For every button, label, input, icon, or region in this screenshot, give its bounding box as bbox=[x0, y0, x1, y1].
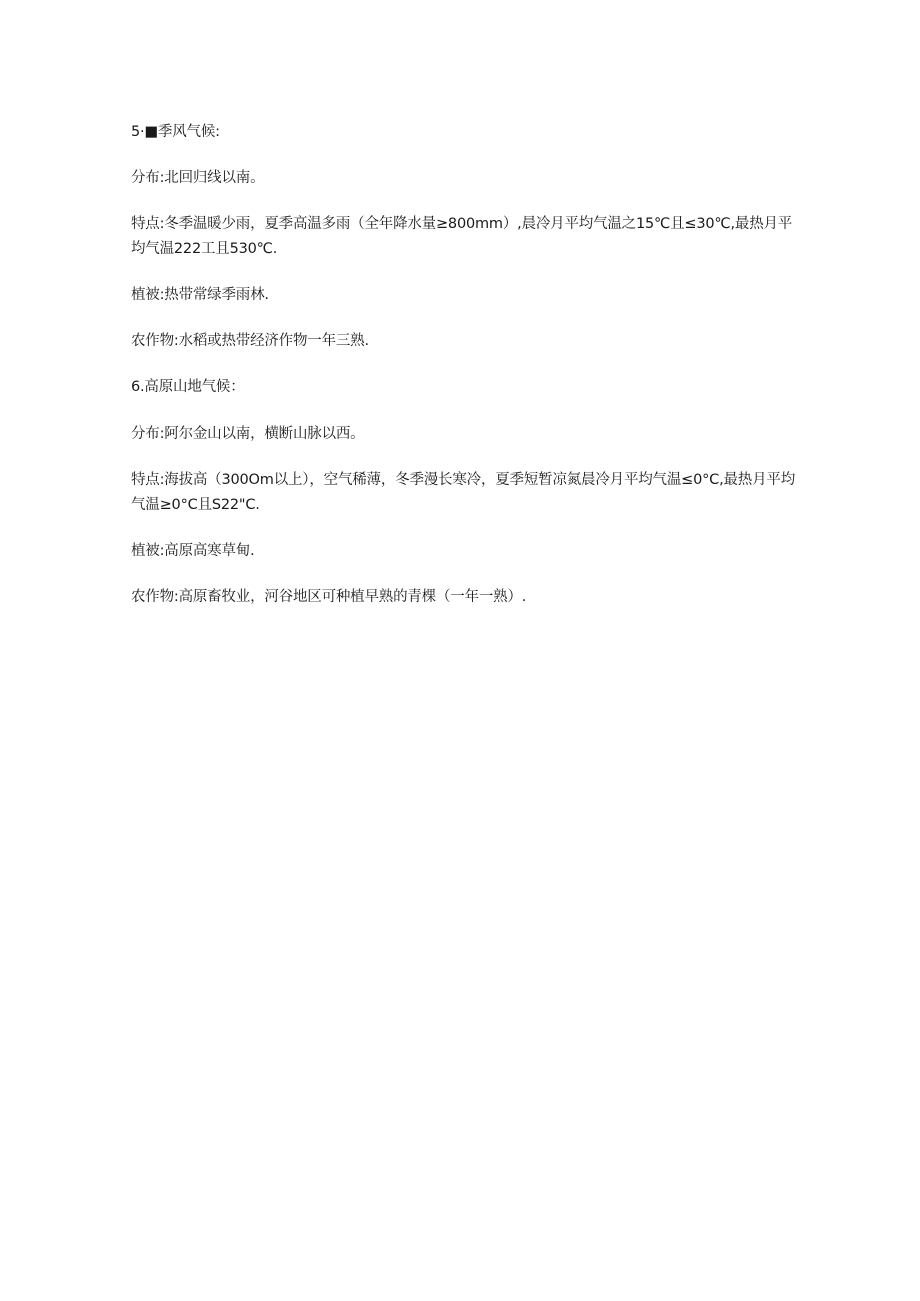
section5-features: 特点:冬季温暖少雨，夏季高温多雨（全年降水量≥800mm）,晨冷月平均气温之15℃且≤30℃,最热月平均气温222工且530℃. bbox=[131, 216, 793, 257]
section5-vegetation: 植被:热带常绿季雨林. bbox=[131, 287, 269, 303]
section6-distribution: 分布:阿尔金山以南，横断山脉以西。 bbox=[131, 426, 365, 442]
section5-heading: 5·■季风气候: bbox=[131, 124, 220, 140]
section5-crops: 农作物:水稻或热带经济作物一年三熟. bbox=[131, 333, 369, 349]
section6-vegetation: 植被:高原高寒草甸. bbox=[131, 543, 255, 559]
document-body bbox=[131, 120, 796, 610]
section5-distribution: 分布:北回归线以南。 bbox=[131, 170, 265, 186]
section6-crops: 农作物:高原畜牧业，河谷地区可种植早熟的青棵（一年一熟）. bbox=[131, 589, 527, 605]
section6-features: 特点:海拔高（300Om以上），空气稀薄，冬季漫长寒冷，夏季短暂凉氮晨冷月平均气温≤0°C,最热月平均气温≥0°C且S22"C. bbox=[131, 472, 796, 513]
section6-heading: 6.高原山地气候： bbox=[131, 379, 245, 395]
